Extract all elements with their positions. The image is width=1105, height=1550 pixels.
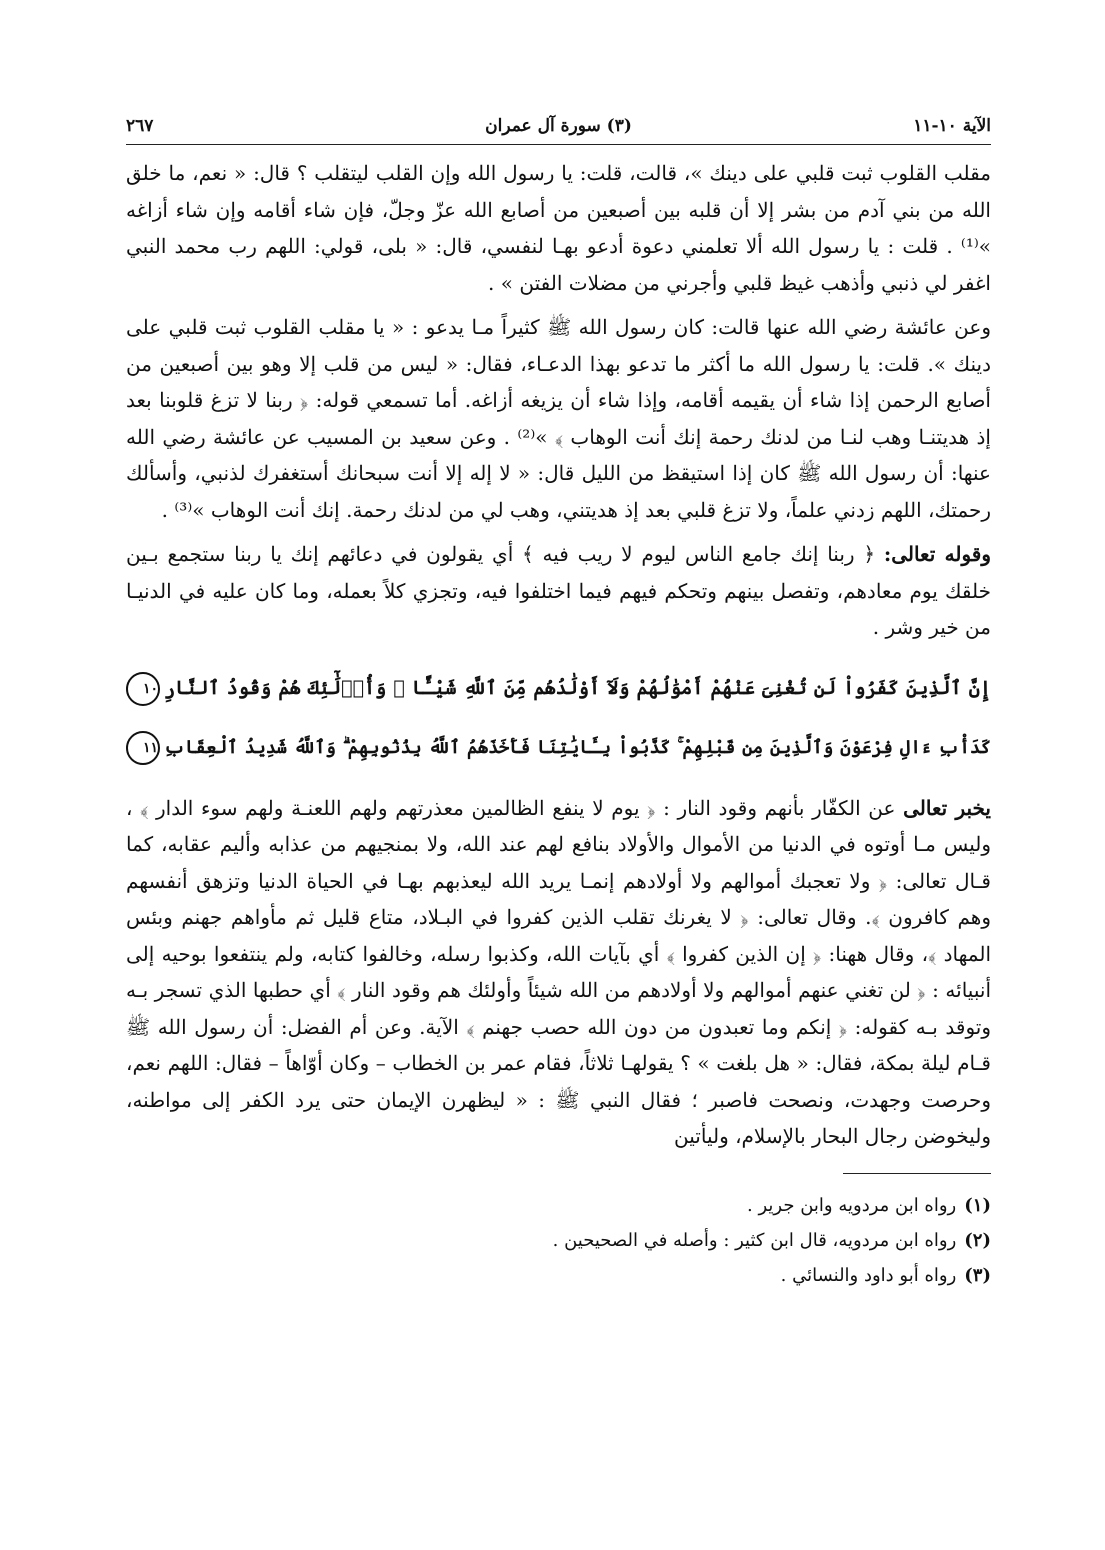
footnote-1-text: رواه ابن مردويه وابن جرير . (747, 1194, 957, 1216)
page-header (126, 110, 991, 140)
footnote-2-text: رواه ابن مردويه، قال ابن كثير : وأصله في الصحيحين . (552, 1229, 957, 1251)
header-rule (126, 144, 991, 145)
footnote-1 (126, 1188, 991, 1223)
footnote-1-number: (١) (964, 1194, 991, 1216)
commentary-paragraph (126, 790, 991, 1155)
footnote-separator (843, 1173, 991, 1174)
footnote-3-number: (٣) (964, 1264, 991, 1286)
verse-10 (126, 658, 991, 718)
footnote-3-text: رواه أبو داود والنسائي . (780, 1264, 957, 1286)
page-number: ٢٦٧ (126, 116, 154, 136)
paragraph-2 (126, 309, 991, 528)
paragraph-3-text: ﴿ ربنا إنك جامع الناس ليوم لا ريب فيه ﴾ أي يقولون في دعائهم إنك يا ربنا ستجمع بـين خلقك يوم معادهم، وتفصل بينهم وتحكم فيهم فيما اختلفوا فيه، وتجزي كلاً بعمله، وما كان عليه في الدنيـا من خير وشر . (126, 542, 991, 639)
surah-title: (٣) سورة آل عمران (485, 116, 632, 136)
verse-11 (126, 718, 991, 778)
ayah-number-11: ١١ (126, 731, 160, 765)
ayah-number-10: ١٠ (126, 672, 160, 706)
paragraph-3-lead: وقوله تعالى: (883, 542, 991, 566)
paragraph-1-text: مقلب القلوب ثبت قلبي على دينك »، قالت، قلت: يا رسول الله وإن القلب ليتقلب ؟ قال: « نعم، ما خلق الله من بني آدم من بشر إلا أن قلبه بين أصبعين من أصابع الله عزّ وجلّ، فإن شاء أقامه وإن شاء أزاغه »⁽¹⁾ . قلت : يا رسول الله ألا تعلمني دعوة أدعو بهـا لنفسي، قال: « بلى، قولي: اللهم رب محمد النبي اغفر لي ذنبي وأذهب غيظ قلبي وأجرني من مضلات الفتن » . (126, 161, 991, 295)
verse-10-text: إِنَّ ٱلَّذِينَ كَفَرُواْ لَن تُغْنِىَ عَنْهُمْ أَمْوَٰلُهُمْ وَلَآ أَوْلَٰدُهُم مِّنَ ٱللَّهِ شَيْـًٔا ۖ وَأُو۟لَٰٓئِكَ هُمْ وَقُودُ ٱلنَّارِ (164, 676, 991, 699)
book-page (126, 110, 991, 1293)
quran-verses (126, 658, 991, 778)
footnote-2 (126, 1223, 991, 1258)
paragraph-1 (126, 155, 991, 301)
paragraph-2-text: وعن عائشة رضي الله عنها قالت: كان رسول الله ﷺ كثيراً مـا يدعو : « يا مقلب القلوب ثبت قلبي على دينك ». قلت: يا رسول الله ما أكثر ما تدعو بهذا الدعـاء، فقال: « ليس من قلب إلا وهو بين أصبعين من أصابع الرحمن إذا شاء أن يقيمه أقامه، وإذا شاء أن يزيغه أزاغه. أما تسمعي قوله: ﴿ ربنا لا تزغ قلوبنا بعد إذ هديتنـا وهب لنـا من لدنك رحمة إنك أنت الوهاب ﴾ »⁽²⁾ . وعن سعيد بن المسيب عن عائشة رضي الله عنها: أن رسول الله ﷺ كان إذا استيقظ من الليل قال: « لا إله إلا أنت سبحانك أستغفرك لذنبي، وأسألك رحمتك، اللهم زدني علماً، ولا تزغ قلبي بعد إذ هديتني، وهب لي من لدنك رحمة. إنك أنت الوهاب »⁽³⁾ . (126, 315, 991, 522)
footnote-3 (126, 1258, 991, 1293)
paragraph-3 (126, 536, 991, 646)
ayah-range: الآية ١٠-١١ (913, 116, 991, 136)
commentary-text: عن الكفّار بأنهم وقود النار : ﴿ يوم لا ينفع الظالمين معذرتهم ولهم اللعنـة ولهم سوء الدار ﴾ ، وليس مـا أوتوه في الدنيا من الأموال والأولاد بنافع لهم عند الله، ولا بمنجيهم من عذابه وأليم عقابه، كما قـال تعالى: ﴿ ولا تعجبك أموالهم ولا أولادهم إنمـا يريد الله ليعذبهم بهـا في الحياة الدنيا وتزهق أنفسهم وهم كافرون ﴾. وقال تعالى: ﴿ لا يغرنك تقلب الذين كفروا في البـلاد، متاع قليل ثم مأواهم جهنم وبئس المهاد ﴾، وقال ههنا: ﴿ إن الذين كفروا ﴾ أي بآيات الله، وكذبوا رسله، وخالفوا كتابه، ولم ينتفعوا بوحيه إلى أنبيائه : ﴿ لن تغني عنهم أموالهم ولا أولادهم من الله شيئاً وأولئك هم وقود النار ﴾ أي حطبها الذي تسجر بـه وتوقد بـه كقوله: ﴿ إنكم وما تعبدون من دون الله حصب جهنم ﴾ الآية. وعن أم الفضل: أن رسول الله ﷺ قـام ليلة بمكة، فقال: « هل بلغت » ؟ يقولهـا ثلاثاً، فقام عمر بن الخطاب – وكان أوّاهاً – فقال: اللهم نعم، وحرصت وجهدت، ونصحت فاصبر ؛ فقال النبي ﷺ : « ليظهرن الإيمان حتى يرد الكفر إلى مواطنه، وليخوضن رجال البحار بالإسلام، وليأتين (126, 795, 992, 1148)
commentary-lead: يخبر تعالى (903, 795, 991, 820)
footnotes (126, 1188, 991, 1293)
footnote-2-number: (٢) (964, 1229, 991, 1251)
verse-11-text: كَدَأْبِ ءَالِ فِرْعَوْنَ وَٱلَّذِينَ مِن قَبْلِهِمْ ۚ كَذَّبُواْ بِـَٔايَٰتِنَا فَأَخَذَهُمُ ٱللَّهُ بِذُنُوبِهِمْ ۗ وَٱللَّهُ شَدِيدُ ٱلْعِقَابِ (164, 736, 991, 758)
